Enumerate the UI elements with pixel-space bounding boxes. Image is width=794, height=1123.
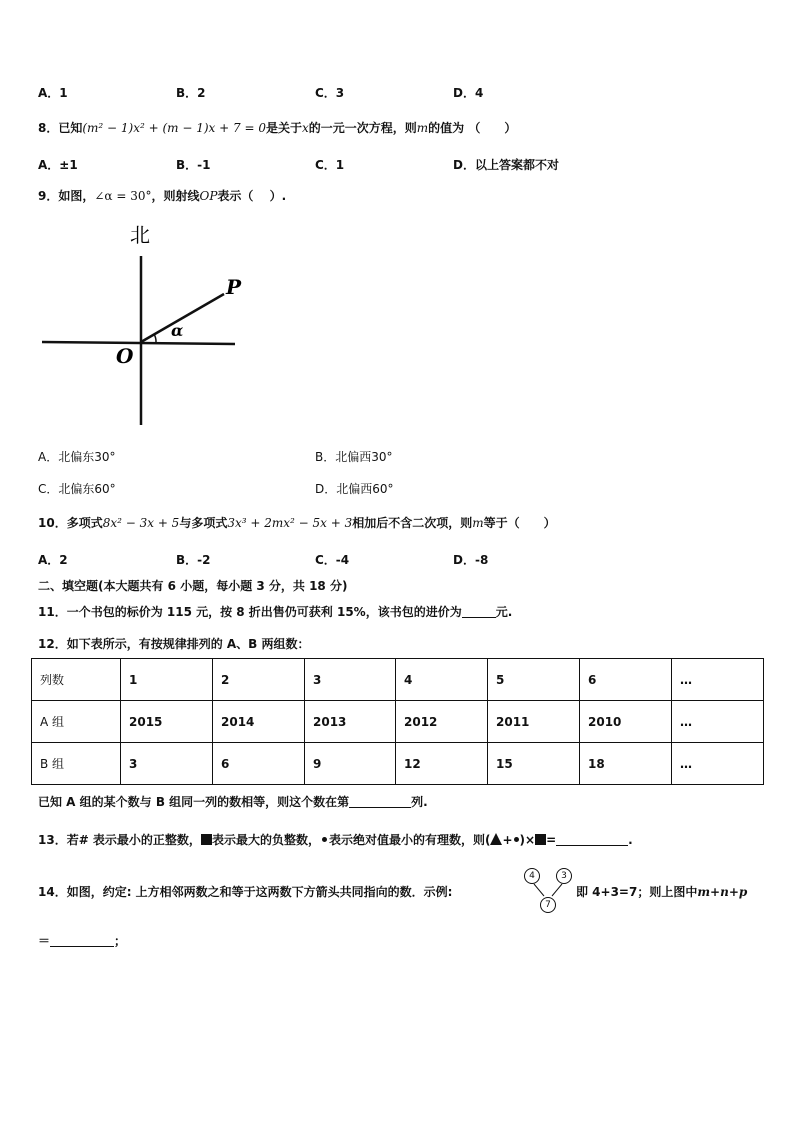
table-cell: 2010 <box>580 701 672 743</box>
q9-figure <box>30 218 260 433</box>
q7-option-c: C．3 <box>315 86 345 100</box>
table-cell: 9 <box>305 743 396 785</box>
table-row <box>32 701 764 743</box>
q9-option-b: B．北偏西30° <box>315 450 393 464</box>
q13-part1: 13．若# 表示最小的正整数， <box>38 833 201 847</box>
table-cell: B 组 <box>32 743 121 785</box>
q10-mid: 与多项式 <box>179 516 228 530</box>
q14-expression: m+n+p <box>697 885 748 899</box>
q12-followup <box>38 793 428 810</box>
table-cell: 4 <box>396 659 488 701</box>
black-square-icon <box>201 834 212 845</box>
table-cell: 6 <box>213 743 305 785</box>
q10-poly2: 3x³ + 2mx² − 5x + 3 <box>227 516 353 530</box>
example-circle-4: 4 <box>524 868 540 884</box>
q10-option-b: B．-2 <box>176 553 211 567</box>
alpha-label: α <box>171 321 184 340</box>
q13-part3: 表示绝对值最小的有理数，则( <box>328 833 491 847</box>
q9-angle: ∠α = 30° <box>94 189 152 203</box>
example-circle-3: 3 <box>556 868 572 884</box>
q10-option-c: C．-4 <box>315 553 350 567</box>
table-cell: 3 <box>121 743 213 785</box>
q9-mid: ，则射线 <box>151 189 200 203</box>
north-label: 北 <box>130 223 150 247</box>
q9-option-d: D．北偏西60° <box>315 482 394 496</box>
q11-question <box>38 603 512 620</box>
dot-icon <box>514 837 519 842</box>
q11-answer-blank[interactable] <box>462 605 496 618</box>
section-heading: 二、填空题(本大题共有 6 小题，每小题 3 分，共 18 分) <box>38 579 348 593</box>
q13-question <box>38 831 633 848</box>
q9-option-c: C．北偏东60° <box>38 482 116 496</box>
table-row <box>32 743 764 785</box>
q10-var-m: m <box>472 516 484 530</box>
q14-answer-blank[interactable] <box>50 934 114 947</box>
q10-question <box>38 514 556 531</box>
q14-question: 14．如图，约定: 上方相邻两数之和等于这两数下方箭头共同指向的数．示例: <box>38 885 453 899</box>
q9-num: 9．如图， <box>38 189 95 203</box>
q8-option-a: A．±1 <box>38 158 78 172</box>
example-circle-7: 7 <box>540 897 556 913</box>
table-cell: 5 <box>488 659 580 701</box>
table-cell: 6 <box>580 659 672 701</box>
q10-tail: 等于（ ） <box>483 516 556 530</box>
black-square-icon <box>535 834 546 845</box>
q8-question <box>38 119 516 136</box>
q9-option-a: A．北偏东30° <box>38 450 116 464</box>
q8-var-m: m <box>416 121 429 135</box>
q14-followup <box>576 883 747 900</box>
q9-ray: OP <box>199 189 218 203</box>
q13-plus: + <box>502 833 513 847</box>
q10-mid2: 相加后不含二次项，则 <box>352 516 473 530</box>
q12-table <box>31 658 764 785</box>
q7-option-d: D．4 <box>453 86 484 100</box>
q13-part2: 表示最大的负整数， <box>211 833 320 847</box>
angle-arc <box>154 334 156 342</box>
table-cell: … <box>672 659 764 701</box>
q8-var-x: x <box>301 121 309 135</box>
q13-equals: = <box>546 833 557 847</box>
q8-equation: (m² − 1)x² + (m − 1)x + 7 = 0 <box>82 121 266 135</box>
table-cell: 2012 <box>396 701 488 743</box>
table-cell: 1 <box>121 659 213 701</box>
q8-tail: 的值为 （ ） <box>428 121 517 135</box>
point-o-label: O <box>116 344 134 368</box>
table-cell: 2015 <box>121 701 213 743</box>
q9-question <box>38 187 286 204</box>
q11-tail: 元. <box>495 605 513 619</box>
table-cell: 12 <box>396 743 488 785</box>
dot-icon <box>322 837 327 842</box>
table-cell: 2011 <box>488 701 580 743</box>
table-cell: … <box>672 701 764 743</box>
q8-option-d: D．以上答案都不对 <box>453 158 559 172</box>
table-cell: 3 <box>305 659 396 701</box>
arrow-line-left <box>534 884 544 896</box>
q10-poly1: 8x² − 3x + 5 <box>102 516 180 530</box>
table-cell: 18 <box>580 743 672 785</box>
q12-answer-blank[interactable] <box>349 795 411 808</box>
table-row <box>32 659 764 701</box>
table-cell: A 组 <box>32 701 121 743</box>
q10-num: 10．多项式 <box>38 516 103 530</box>
table-cell: 2 <box>213 659 305 701</box>
q8-mid2: 的一元一次方程，则 <box>308 121 417 135</box>
q12-question: 12．如下表所示，有按规律排列的 A、B 两组数： <box>38 637 310 651</box>
point-p-label: P <box>226 275 242 299</box>
q8-option-c: C．1 <box>315 158 345 172</box>
q14-equals: ＝ <box>38 934 51 948</box>
table-cell: 2014 <box>213 701 305 743</box>
table-cell: 15 <box>488 743 580 785</box>
east-west-line <box>42 342 235 344</box>
q10-option-d: D．-8 <box>453 553 489 567</box>
table-cell: 2013 <box>305 701 396 743</box>
q14-mid: 即 4+3=7；则上图中 <box>576 885 698 899</box>
q14-tail: ； <box>114 934 127 948</box>
q12-after-text: 已知 A 组的某个数与 B 组同一列的数相等，则这个数在第 <box>38 795 350 809</box>
q13-answer-blank[interactable] <box>556 833 628 846</box>
q10-option-a: A．2 <box>38 553 68 567</box>
q8-mid: 是关于 <box>265 121 302 135</box>
q14-example-figure <box>520 866 572 916</box>
q13-part4: )× <box>519 833 536 847</box>
q8-num: 8．已知 <box>38 121 83 135</box>
q13-tail: . <box>628 833 633 847</box>
table-cell: 列数 <box>32 659 121 701</box>
example-arrows <box>520 866 572 916</box>
arrow-line-right <box>552 884 562 896</box>
q7-option-a: A．1 <box>38 86 68 100</box>
q8-option-b: B．-1 <box>176 158 211 172</box>
table-cell: … <box>672 743 764 785</box>
q7-option-b: B．2 <box>176 86 206 100</box>
triangle-icon <box>490 833 502 845</box>
q14-answer-line <box>38 932 126 949</box>
q9-tail: 表示（ ）. <box>217 189 287 203</box>
q12-after-tail: 列. <box>411 795 428 809</box>
q11-text: 11．一个书包的标价为 115 元，按 8 折出售仍可获利 15%，该书包的进价为 <box>38 605 462 619</box>
